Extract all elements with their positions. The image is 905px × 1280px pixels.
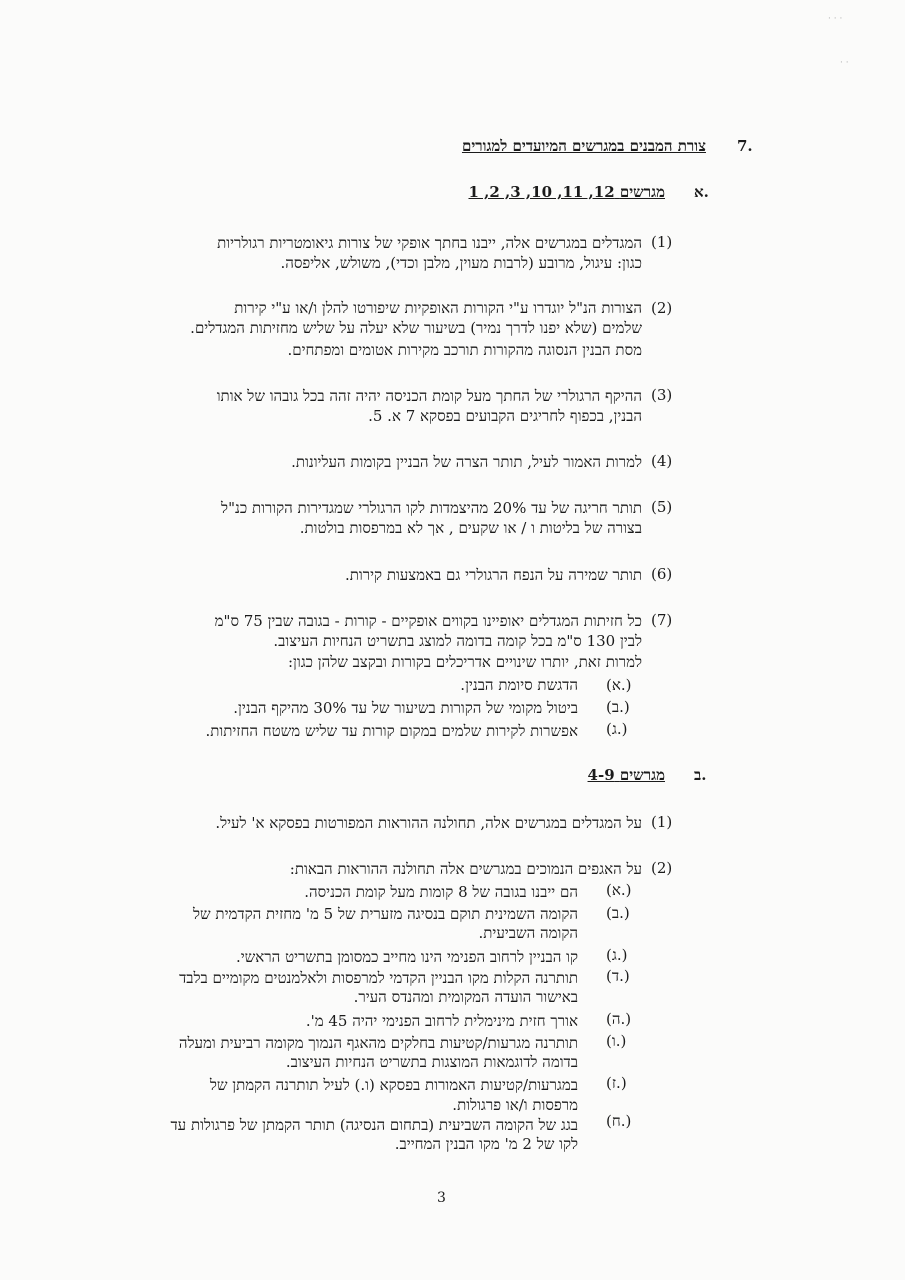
item-text-line: מסת הבנין הנסוגה מהקורות תורכב מקירות אטומים ומפתחים. xyxy=(287,341,642,359)
section-number: 7. xyxy=(737,137,753,155)
item-text-line: למרות האמור לעיל, תותר הצרה של הבניין בקומות העליונות. xyxy=(291,453,642,471)
subitem-text: הדגשת סיומת הבנין. xyxy=(460,676,578,694)
item-number: (2) xyxy=(651,859,673,877)
scan-specks: · · · xyxy=(828,14,843,24)
item-text-line: תותר חריגה של עד 20% מהיצמדות לקו הרגולרי שמגדירות הקורות כנ"ל xyxy=(221,499,642,517)
item-number: (5) xyxy=(651,498,673,516)
subsection-a-title: מגרשים 1 ,2 ,3 ,10 ,11 ,12 xyxy=(468,183,665,201)
scan-specks: · · xyxy=(840,58,849,68)
item-number: (1) xyxy=(651,233,673,251)
subitem-text: הקומה השמינית תוקם בנסיגה מזערית של 5 מ' מחזית הקדמית של xyxy=(193,905,578,923)
item-text-line: על המגדלים במגרשים אלה, תחולנה ההוראות המפורטות בפסקא א' לעיל. xyxy=(215,814,642,832)
subitem-letter: (ג.) xyxy=(606,946,628,964)
subitem-letter: (ד.) xyxy=(606,967,630,985)
page-number: 3 xyxy=(437,1190,446,1206)
item-number: (1) xyxy=(651,813,673,831)
subitem-letter: (ו.) xyxy=(606,1032,627,1050)
item-text-line: למרות זאת, יותרו שינויים אדריכלים בקורות ובקצב שלהן כגון: xyxy=(287,653,642,671)
subitem-letter: (ב.) xyxy=(606,904,630,922)
subitem-letter: (א.) xyxy=(606,676,632,694)
subitem-text: הקומה השביעית. xyxy=(478,924,578,942)
item-text-line: המגדלים במגרשים אלה, ייבנו בחתך אופקי של צורות גיאומטריות רגולריות xyxy=(217,234,642,252)
item-text-line: כגון: עיגול, מרובע (לרבות מעוין, מלבן וכדי), משולש, אליפסה. xyxy=(280,254,642,272)
subitem-text: מרפסות ו/או פרגולות. xyxy=(452,1096,578,1114)
item-number: (6) xyxy=(651,565,673,583)
subitem-text: לקו של 2 מ' מקו הבנין המחייב. xyxy=(394,1135,578,1153)
subsection-b-title: מגרשים 4-9 xyxy=(587,766,665,784)
subitem-text: תותרנה מגרעות/קטיעות בחלקים מהאגף הנמוך מקומה רביעית ומעלה xyxy=(178,1034,578,1052)
subitem-letter: (ג.) xyxy=(606,720,628,738)
subitem-letter: (ה.) xyxy=(606,1010,632,1028)
subsection-b-letter: ב. xyxy=(694,766,707,784)
item-number: (3) xyxy=(651,386,673,404)
item-text-line: הצורות הנ"ל יוגדרו ע"י הקורות האופקיות שיפורטו להלן ו/או ע"י קירות xyxy=(234,299,642,317)
subitem-text: אפשרות לקירות שלמים במקום קורות עד שליש משטח החזיתות. xyxy=(205,722,578,740)
subitem-letter: (ז.) xyxy=(606,1074,627,1092)
item-text-line: על האגפים הנמוכים במגרשים אלה תחולנה ההוראות הבאות: xyxy=(289,860,642,878)
subsection-a-letter: א. xyxy=(694,183,709,201)
item-number: (2) xyxy=(651,299,673,317)
subitem-text: באישור הועדה המקומית ומהנדס העיר. xyxy=(353,988,578,1006)
subitem-text: בדומה לדוגמאות המוצגות בתשריט הנחיות העיצוב. xyxy=(285,1053,578,1071)
item-text-line: שלמים (שלא יפנו לדרך נמיר) בשיעור שלא יעלה על שליש מחזיתות המגדלים. xyxy=(190,319,642,337)
subitem-letter: (א.) xyxy=(606,881,632,899)
item-text-line: הבנין, בכפוף לחריגים הקבועים בפסקא 7 א. 5. xyxy=(368,407,642,425)
subitem-text: תותרנה הקלות מקו הבניין הקדמי למרפסות ולאלמנטים מקומיים בלבד xyxy=(179,969,578,987)
subitem-text: בגג של הקומה השביעית (בתחום הנסיגה) תותר הקמתן של פרגולות עד xyxy=(170,1116,578,1134)
item-text-line: כל חזיתות המגדלים יאופיינו בקווים אופקיים - קורות - בגובה שבין 75 ס"מ xyxy=(214,612,642,630)
section-title: צורת המבנים במגרשים המיועדים למגורים xyxy=(461,137,706,155)
item-text-line: בצורה של בליטות ו / או שקעים , אך לא במרפסות בולטות. xyxy=(299,519,642,537)
subitem-text: ביטול מקומי של הקורות בשיעור של עד 30% מהיקף הבנין. xyxy=(233,699,578,717)
subitem-letter: (ב.) xyxy=(606,698,630,716)
item-text-line: תותר שמירה על הנפח הרגולרי גם באמצעות קירות. xyxy=(344,566,642,584)
item-text-line: ההיקף הרגולרי של החתך מעל קומת הכניסה יהיה זהה בכל גובהו של אותו xyxy=(216,387,642,405)
subitem-text: במגרעות/קטיעות האמורות בפסקא (ו.) לעיל תותרנה הקמתן של xyxy=(209,1076,578,1094)
subitem-text: הם ייבנו בגובה של 8 קומות מעל קומת הכניסה. xyxy=(304,883,578,901)
item-number: (7) xyxy=(651,611,673,629)
item-number: (4) xyxy=(651,452,673,470)
subitem-text: אורך חזית מינימלית לרחוב הפנימי יהיה 45 מ'. xyxy=(305,1012,578,1030)
item-text-line: לבין 130 ס"מ בכל קומה בדומה למוצג בתשריט הנחיות העיצוב. xyxy=(273,632,642,650)
subitem-text: קו הבניין לרחוב הפנימי הינו מחייב כמסומן בתשריט הראשי. xyxy=(235,948,578,966)
subitem-letter: (ח.) xyxy=(606,1112,632,1130)
